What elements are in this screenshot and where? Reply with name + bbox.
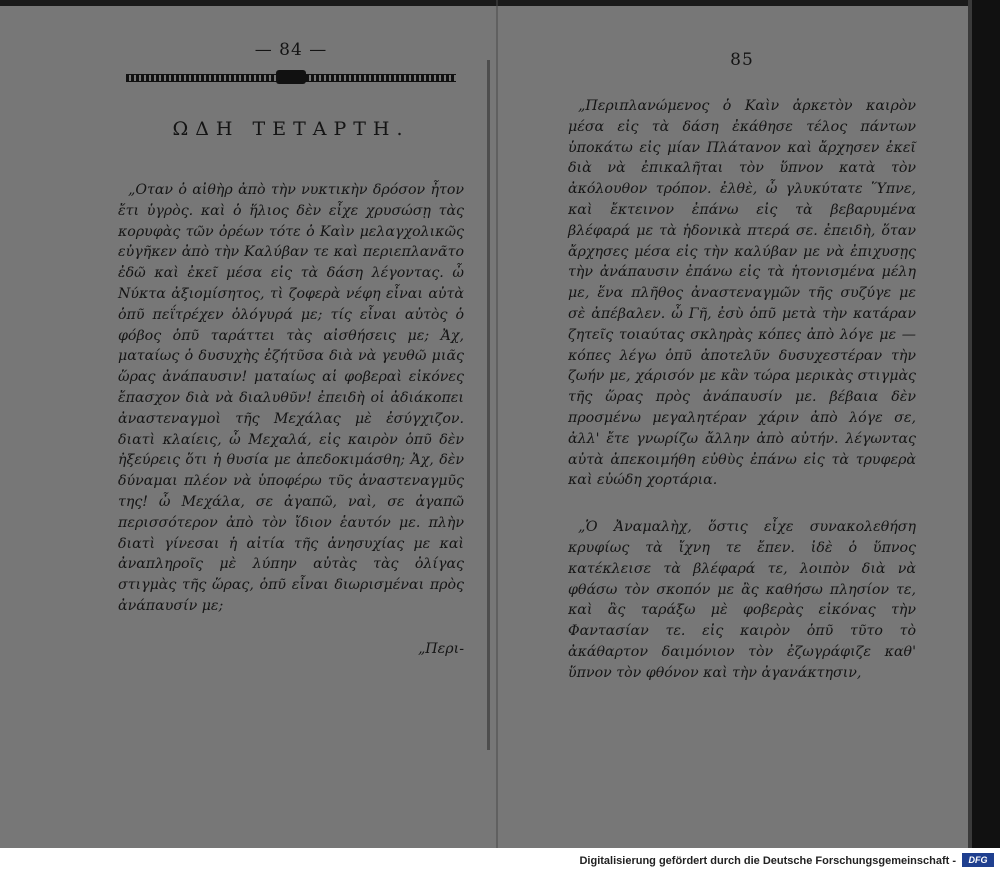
ornament-center xyxy=(276,70,306,84)
right-body xyxy=(568,96,916,684)
left-page xyxy=(118,40,464,660)
page-number-left: — 84 — xyxy=(254,40,328,60)
book-fold xyxy=(496,0,498,848)
ode-heading: ΩΔΗ ΤΕΤΑΡΤΗ. xyxy=(172,118,410,140)
ornament-divider xyxy=(126,70,456,84)
dfg-logo: DFG xyxy=(962,853,994,867)
scan-top-edge xyxy=(0,0,1000,6)
right-paragraph-1: „Περιπλανώμενος ὁ Καὶν ἀρκετὸν καιρὸν μέσα εἰς τὰ δάση ἐκάθησε τέλος πάντων ὑποκάτω εἰς μίαν Πλάτανον καὶ ἄρχησεν ἐκεῖ διὰ νὰ ἐπικαλῆται τὸν ὕπνον κατὰ τὸν ἀκόλουθον τρόπον. ἐλθὲ, ὦ γλυκύτατε Ὕπνε, καὶ ἔκτεινον ἐπάνω εἰς τὰ βεβαρυμένα βλέφαρά με τὰ ἡδονικὰ πτερά σε. ἐπειδὴ, ὅταν ἄρχησες μέσα εἰς τὴν καλύβαν με νὰ ἐπιχυσῃς τὴν ἀνάπαυσιν ἐπάνω εἰς τὰ ἡτονισμένα μέλη με, ἕνα πλῆθος ἀναστεναγμῶν τῆς συζύγε με σὲ ἀπέβαλεν. ὦ Γῆ, ἐσὺ ὁπῦ μετὰ τὴν κατάραν ζητεῖς τοιαύτας σκληρὰς κόπες ἀπὸ λόγε με — κόπες λέγω ὁπῦ ἀποτελῦν δυσυχεστέραν τὴν ζωήν με, χάρισόν με κἂν τώρα μερικὰς στιγμὰς τῆς ὥρας πρὸς ἀνάπαυσίν με. βέβαια δὲν προσμένω μεγαλητέραν χάριν ἀπὸ λόγε σε, ἀλλ' ἔτε γνωρίζω ἄλλην ἀπὸ αὐτήν. λέγωντας αὐτὰ ἀπεκοιμήθη εὐθὺς ἐπάνω εἰς τὰ τρυφερὰ καὶ εὐώδη χορτάρια. xyxy=(568,98,916,489)
page-number-right: 85 xyxy=(730,50,754,70)
catchword: „Περι- xyxy=(417,640,464,657)
book-gutter xyxy=(487,60,490,750)
right-page xyxy=(568,50,916,698)
scan-right-edge xyxy=(972,0,1000,848)
left-body xyxy=(118,180,464,660)
footer-credit: Digitalisierung gefördert durch die Deutsche Forschungsgemeinschaft - xyxy=(579,855,956,867)
digitization-footer xyxy=(0,848,1000,872)
right-paragraph-2: „Ὁ Ἀναμαλὴχ, ὅστις εἶχε συνακολεθήση κρυφίως τὰ ἴχνη τε ἔπεν. ἰδὲ ὁ ὕπνος κατέκλεισε τὰ βλέφαρά τε, λοιπὸν διὰ νὰ φθάσω τὸν σκοπόν με ἂς καθήσω πλησίον τε, καὶ ἂς ταράξω μὲ φοβερὰς εἰκόνας τὴν Φαντασίαν τε. εἰς καιρὸν ὁπῦ τῦτο τὸ ἀκάθαρτον δαιμόνιον τὸν ἐζωγράφιζε καθ' ὕπνον τὸν φθόνον καὶ τὴν ἀγανάκτησιν, xyxy=(568,519,916,681)
left-paragraph: „Οταν ὁ αἰθὴρ ἀπὸ τὴν νυκτικὴν δρόσον ἦτον ἔτι ὑγρὸς. καὶ ὁ ἥλιος δὲν εἶχε χρυσώσῃ τὰς κορυφὰς τῶν ὀρέων τότε ὁ Καὶν μελαγχολικῶς εὐγῆκεν ἀπὸ τὴν Καλύβαν τε καὶ περιεπλανᾶτο ἐδῶ καὶ ἐκεῖ μέσα εἰς τὰ δάση λέγοντας. ὦ Νύκτα ἀξιομίσητος, τὶ ζοφερὰ νέφη εἶναι αὐτὰ ὁπῦ πεΐτρέχεν ὀλόγυρά με; τίς εἶναι αὐτὸς ὁ φόβος ὁπῦ ταράττει τὰς αἰσθήσεις με; Ἀχ, ματαίως ὁ δυσυχὴς ἐζήτῦσα διὰ νὰ γευθῶ μιᾶς ὥρας ἀνάπαυσιν! ματαίως αἱ φοβεραὶ εἰκόνες ἔπασχον διὰ νὰ διαλυθῦν! ἐπειδὴ οἱ ἀδιάκοπει ἀναστεναγμοὶ τῆς Μεχάλας μὲ ἐσύγχιζον. διατὶ κλαίεις, ὦ Μεχαλά, εἰς καιρὸν ὁπῦ δὲν ἠξεύρεις ὅτι ἡ θυσία με ἀπεδοκιμάσθη; Ἀχ, δὲν δύναμαι πλέον νὰ ὑποφέρω τῦς ἀναστεναγμῦς της! ὦ Μεχάλα, σε ἀγαπῶ, ναὶ, σε ἀγαπῶ περισσότερον ἀπὸ τὸν ἴδιον ἑαυτόν με. πλὴν διατὶ γίνεσαι ἡ αἰτία τῆς ἀνησυχίας με καὶ ἀναπληροῖς μὲ λύπην αὐτὰς τὰς ὀλίγας στιγμὰς τῆς ὥρας, ὁπῦ εἶναι διωρισμέναι πρὸς ἀνάπαυσίν με; xyxy=(118,182,464,614)
